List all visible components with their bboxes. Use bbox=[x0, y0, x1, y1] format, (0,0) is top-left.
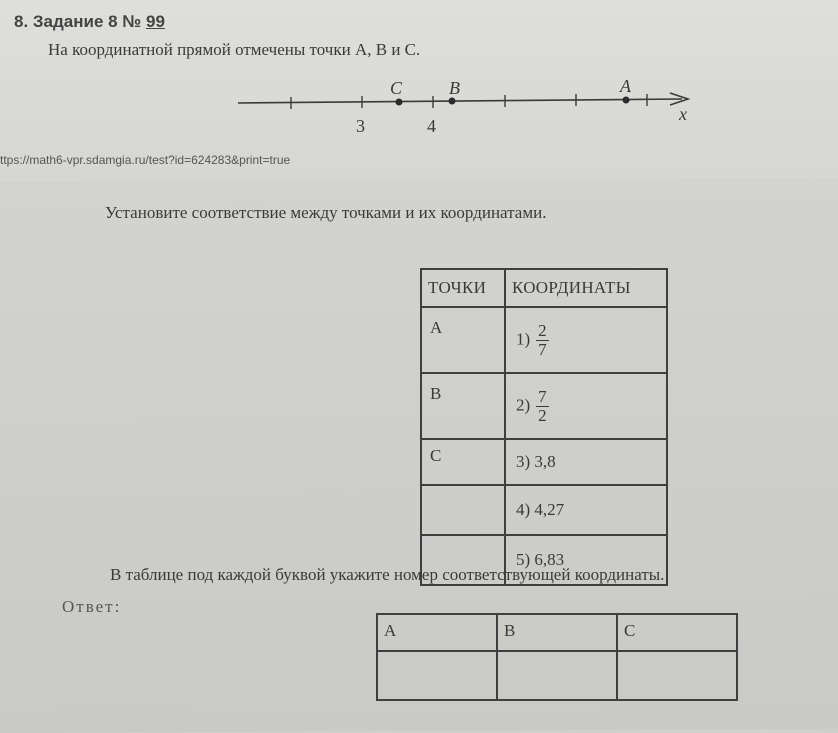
task-number-link[interactable]: 99 bbox=[146, 12, 165, 31]
point-a-label: A bbox=[620, 76, 631, 96]
coordinate-cell bbox=[505, 307, 667, 373]
fraction bbox=[536, 322, 549, 359]
denominator: 7 bbox=[538, 339, 547, 359]
table-row bbox=[421, 373, 667, 439]
number-line bbox=[0, 0, 838, 150]
answer-label: Ответ: bbox=[62, 597, 122, 616]
coordinate-value: 3,8 bbox=[534, 452, 556, 471]
instruction-text: Установите соответствие между точками и их координатами. bbox=[105, 203, 547, 222]
coordinate-number: 3) bbox=[516, 452, 531, 471]
tick-label-4: 4 bbox=[427, 116, 436, 136]
task-text: На координатной прямой отмечены точки A, B и C. bbox=[48, 40, 421, 59]
coordinate-number: 2) bbox=[516, 394, 531, 414]
answer-column-a: A bbox=[377, 614, 497, 651]
point-cell: B bbox=[421, 373, 505, 439]
coordinate-cell bbox=[505, 485, 667, 535]
task-label: 8. Задание 8 № bbox=[14, 12, 142, 31]
point-c-dot bbox=[396, 99, 403, 106]
tick-label-3: 3 bbox=[356, 116, 365, 136]
table-row bbox=[421, 307, 667, 373]
numerator: 7 bbox=[538, 386, 547, 406]
numerator: 2 bbox=[538, 320, 547, 340]
url-text: ttps://math6-vpr.sdamgia.ru/test?id=624283&print=true bbox=[0, 153, 291, 167]
point-cell bbox=[421, 485, 505, 535]
point-b-dot bbox=[449, 98, 456, 105]
answer-table bbox=[376, 613, 738, 701]
table-row bbox=[421, 439, 667, 485]
point-cell: A bbox=[421, 307, 505, 373]
fraction bbox=[536, 388, 549, 425]
coordinate-number: 4) bbox=[516, 500, 531, 519]
point-b-label: B bbox=[449, 78, 460, 98]
coordinate-value: 6,83 bbox=[534, 550, 565, 569]
table-row bbox=[421, 485, 667, 535]
coordinates-header: КООРДИНАТЫ bbox=[505, 269, 667, 307]
table-header-row bbox=[421, 269, 667, 307]
answer-header-row bbox=[377, 614, 737, 651]
answer-cell-a[interactable] bbox=[377, 651, 497, 700]
answer-cell-c[interactable] bbox=[617, 651, 737, 700]
answer-column-b: B bbox=[497, 614, 617, 651]
fill-instruction-text: В таблице под каждой буквой укажите номер соответствующей координаты. bbox=[110, 565, 665, 584]
coordinate-value: 4,27 bbox=[534, 500, 565, 519]
match-table bbox=[420, 268, 668, 586]
coordinate-number: 1) bbox=[516, 328, 531, 348]
coordinate-cell bbox=[505, 439, 667, 485]
coordinate-cell bbox=[505, 373, 667, 439]
answer-cell-b[interactable] bbox=[497, 651, 617, 700]
axis-label: x bbox=[679, 104, 687, 124]
point-cell: C bbox=[421, 439, 505, 485]
points-header: ТОЧКИ bbox=[421, 269, 505, 307]
answer-column-c: C bbox=[617, 614, 737, 651]
coordinate-number: 5) bbox=[516, 550, 531, 569]
answer-input-row bbox=[377, 651, 737, 700]
axis-line bbox=[238, 99, 682, 103]
point-a-dot bbox=[623, 97, 630, 104]
point-c-label: C bbox=[390, 78, 403, 98]
denominator: 2 bbox=[538, 405, 547, 425]
